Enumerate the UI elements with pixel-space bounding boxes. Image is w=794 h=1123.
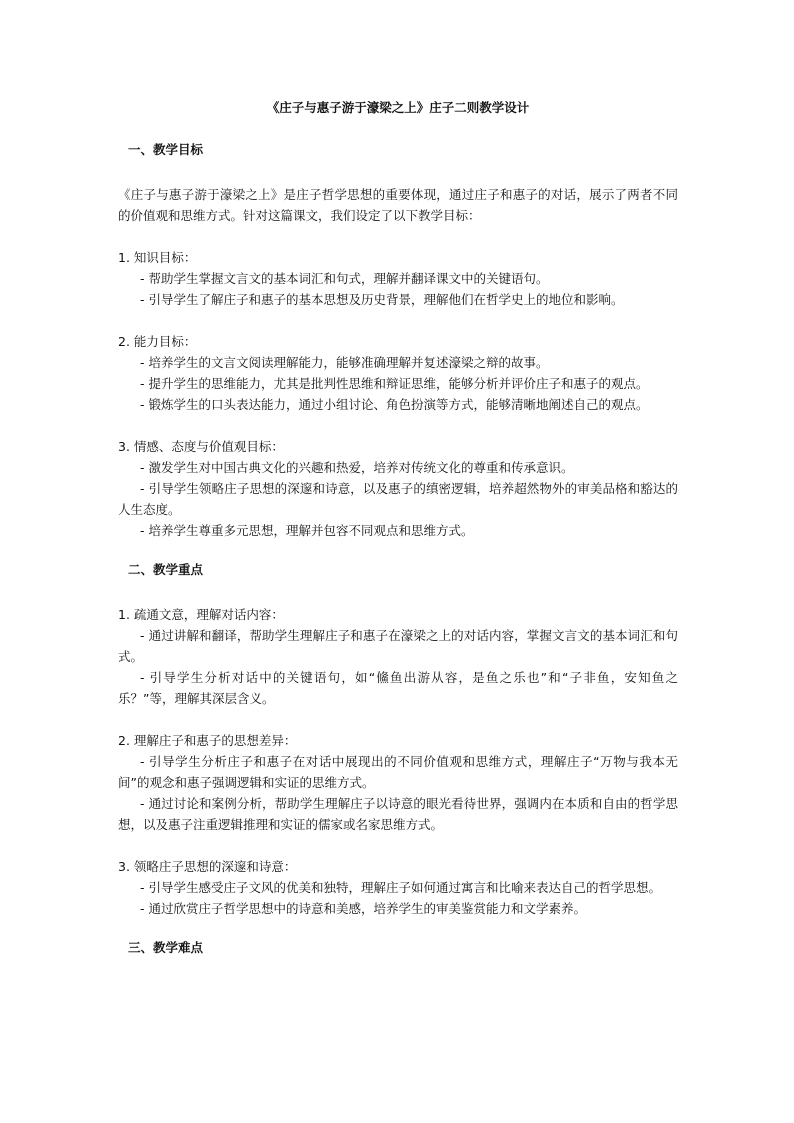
section-heading-objectives: 一、教学目标 [128, 142, 204, 157]
list-item: - 培养学生的文言文阅读理解能力，能够准确理解并复述濠梁之辩的故事。 [140, 355, 549, 370]
list-item: - 引导学生分析对话中的关键语句，如“鯈鱼出游从容，是鱼之乐也”和“子非鱼，安知鱼之乐？”等，理解其深层含义。 [118, 670, 678, 706]
group-label: 2. 能力目标： [118, 334, 197, 349]
list-item: - 引导学生领略庄子思想的深邃和诗意，以及惠子的缜密逻辑，培养超然物外的审美品格和豁达的人生态度。 [118, 481, 678, 517]
key-point-group-2 [118, 730, 678, 835]
list-item: - 通过欣赏庄子哲学思想中的诗意和美感，培养学生的审美鉴赏能力和文学素养。 [140, 901, 586, 916]
section-heading-difficulties: 三、教学难点 [128, 940, 204, 955]
page-title: 《庄子与惠子游于濠梁之上》庄子二则教学设计 [266, 100, 530, 115]
list-item: - 引导学生分析庄子和惠子在对话中展现出的不同价值观和思维方式，理解庄子“万物与我本无间”的观念和惠子强调逻辑和实证的思维方式。 [118, 754, 678, 790]
objective-group-ability [118, 331, 678, 415]
list-item: - 提升学生的思维能力，尤其是批判性思维和辩证思维，能够分析并评价庄子和惠子的观点。 [140, 376, 649, 391]
group-label: 3. 领略庄子思想的深邃和诗意： [118, 859, 297, 874]
document-body [118, 100, 678, 982]
list-item: - 帮助学生掌握文言文的基本词汇和句式，理解并翻译课文中的关键语句。 [140, 271, 549, 286]
list-item: - 锻炼学生的口头表达能力，通过小组讨论、角色扮演等方式，能够清晰地阐述自己的观点。 [140, 397, 649, 412]
group-label: 3. 情感、态度与价值观目标： [118, 439, 284, 454]
list-item: - 通过讨论和案例分析，帮助学生理解庄子以诗意的眼光看待世界，强调内在本质和自由的哲学思想，以及惠子注重逻辑推理和实证的儒家或名家思维方式。 [118, 796, 678, 832]
objective-group-knowledge [118, 247, 678, 310]
section-heading-key-points: 二、教学重点 [128, 562, 204, 577]
list-item: - 培养学生尊重多元思想，理解并包容不同观点和思维方式。 [140, 523, 474, 538]
group-label: 1. 疏通文意，理解对话内容： [118, 607, 284, 622]
group-label: 1. 知识目标： [118, 250, 197, 265]
objective-group-values [118, 436, 678, 541]
list-item: - 激发学生对中国古典文化的兴趣和热爱，培养对传统文化的尊重和传承意识。 [140, 460, 574, 475]
list-item: - 引导学生了解庄子和惠子的基本思想及历史背景，理解他们在哲学史上的地位和影响。 [140, 292, 624, 307]
group-label: 2. 理解庄子和惠子的思想差异： [118, 733, 297, 748]
key-point-group-3 [118, 856, 678, 919]
list-item: - 引导学生感受庄子文风的优美和独特，理解庄子如何通过寓言和比喻来表达自己的哲学思想。 [140, 880, 661, 895]
list-item: - 通过讲解和翻译，帮助学生理解庄子和惠子在濠梁之上的对话内容，掌握文言文的基本词汇和句式。 [118, 628, 678, 664]
key-point-group-1 [118, 604, 678, 709]
section-intro: 《庄子与惠子游于濠梁之上》是庄子哲学思想的重要体现，通过庄子和惠子的对话，展示了两者不同的价值观和思维方式。针对这篇课文，我们设定了以下教学目标： [118, 187, 678, 223]
